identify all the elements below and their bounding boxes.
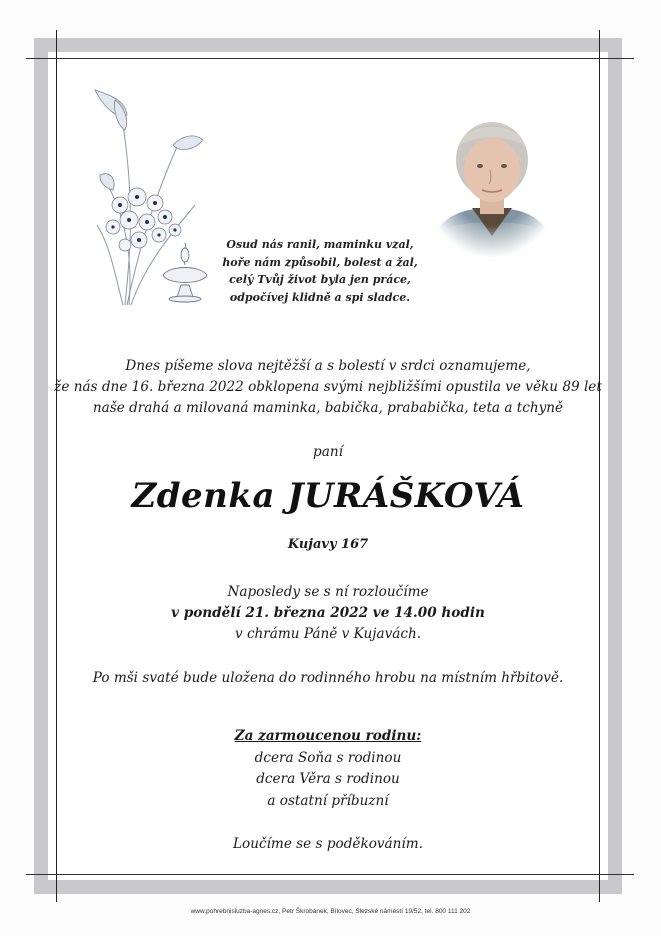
frame-left [34,38,48,894]
poem-line: celý Tvůj život byla jen práce, [229,273,411,286]
announcement-line: že nás dne 16. března 2022 obklopena svými nejbližšími opustila ve věku 89 let [54,379,602,395]
farewell-line: Naposledy se s ní rozloučíme [227,584,429,600]
poem-line: hoře nám způsobil, bolest a žal, [222,255,418,269]
lily-bouquet-with-lamp-icon [85,85,225,315]
farewell-place: v chrámu Páně v Kujavách. [234,626,422,642]
frame-top [34,38,622,52]
border-line-bottom [26,874,634,875]
poem-line: odpočívej klidně a spi sladce. [229,290,411,304]
deceased-name: Zdenka JURÁŠKOVÁ [131,476,525,516]
family-member: dcera Soňa s rodinou [254,749,402,766]
footer-contact: www.pohrebnisluzba-agnes.cz, Petr Škrobánek, Bílovec, Slezské náměstí 19/52, tel. 800 111 202 [190,908,471,915]
thanks-text: Loučíme se s poděkováním. [233,836,423,852]
salutation: paní [313,444,343,460]
announcement-line: Dnes píšeme slova nejtěžší a s bolestí v srdci oznamujeme, [125,358,531,374]
border-line-top [26,58,634,59]
deceased-address: Kujavy 167 [287,537,369,552]
family-section [48,726,608,812]
poem-line: Osud nás ranil, maminku vzal, [226,238,414,251]
portrait-photo [428,108,556,258]
announcement-line: naše drahá a milovaná maminka, babička, prababička, teta a tchyně [92,400,564,416]
poem [210,236,430,306]
family-heading: Za zarmoucenou rodinu: [234,728,422,744]
family-member: dcera Věra s rodinou [256,771,400,787]
burial-info: Po mši svaté bude uložena do rodinného hrobu na místním hřbitově. [92,670,564,686]
frame-right [608,38,622,894]
frame-bottom [34,880,622,894]
announcement-text [48,356,608,419]
farewell-date: v pondělí 21. března 2022 ve 14.00 hodin [171,605,485,621]
farewell-info [48,582,608,645]
family-member: a ostatní příbuzní [267,792,389,809]
